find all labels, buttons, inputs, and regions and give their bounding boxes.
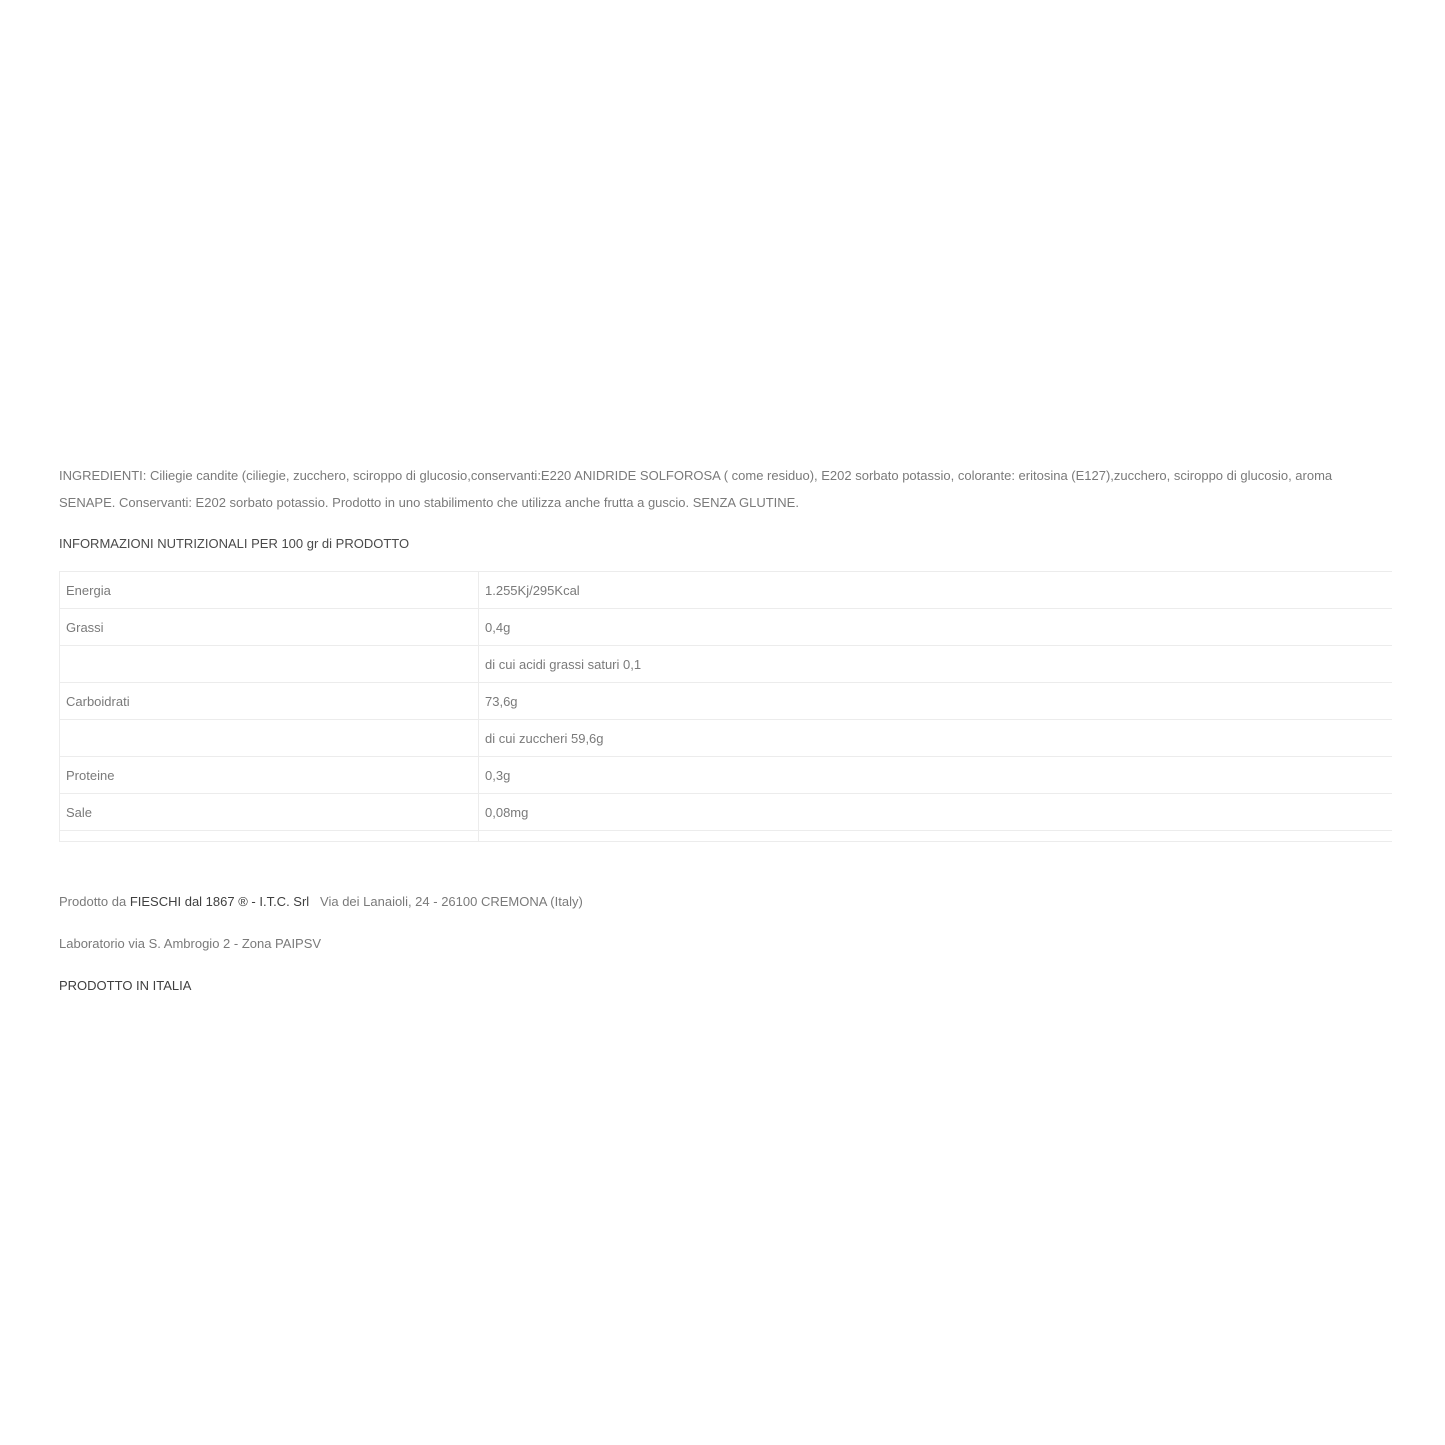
origin-line: PRODOTTO IN ITALIA <box>59 978 192 993</box>
empty-cell <box>479 831 1393 842</box>
nutrient-value: 0,08mg <box>479 794 1393 831</box>
empty-cell <box>60 831 479 842</box>
nutrition-heading: INFORMAZIONI NUTRIZIONALI PER 100 gr di PRODOTTO <box>59 536 410 551</box>
nutrition-table <box>59 571 1392 842</box>
laboratory-line: Laboratorio via S. Ambrogio 2 - Zona PAIPSV <box>59 936 322 951</box>
nutrient-value: 73,6g <box>479 683 1393 720</box>
nutrient-name <box>60 720 479 757</box>
nutrient-value: 0,3g <box>479 757 1393 794</box>
nutrient-name: Energia <box>60 572 479 609</box>
producer-brand: FIESCHI dal 1867 ® - I.T.C. Srl <box>129 894 310 909</box>
table-row <box>60 794 1393 831</box>
nutrient-name: Proteine <box>60 757 479 794</box>
nutrient-name: Grassi <box>60 609 479 646</box>
nutrient-name: Sale <box>60 794 479 831</box>
ingredients-text: INGREDIENTI: Ciliegie candite (ciliegie, zucchero, sciroppo di glucosio,conservanti:E220 ANIDRIDE SOLFOROSA ( come residuo), E202 sorbato potassio, colorante: eritosina (E127),zucchero, sciroppo di glucosio, aroma SENAPE. Conservanti: E202 sorbato potassio. Prodotto in uno stabilimento che utilizza anche frutta a guscio. SENZA GLUTINE. <box>59 468 1333 510</box>
nutrient-value: 1.255Kj/295Kcal <box>479 572 1393 609</box>
producer-prefix: Prodotto da <box>59 894 130 909</box>
nutrient-value: di cui acidi grassi saturi 0,1 <box>479 646 1393 683</box>
nutrient-value: 0,4g <box>479 609 1393 646</box>
table-row <box>60 683 1393 720</box>
nutrient-name <box>60 646 479 683</box>
producer-address: Via dei Lanaioli, 24 - 26100 CREMONA (Italy) <box>309 894 583 909</box>
product-info <box>59 462 1392 999</box>
producer-line <box>59 888 1392 915</box>
table-row <box>60 646 1393 683</box>
table-row <box>60 572 1393 609</box>
table-row <box>60 720 1393 757</box>
nutrient-value: di cui zuccheri 59,6g <box>479 720 1393 757</box>
table-row <box>60 757 1393 794</box>
table-row <box>60 609 1393 646</box>
nutrient-name: Carboidrati <box>60 683 479 720</box>
table-row-empty <box>60 831 1393 842</box>
